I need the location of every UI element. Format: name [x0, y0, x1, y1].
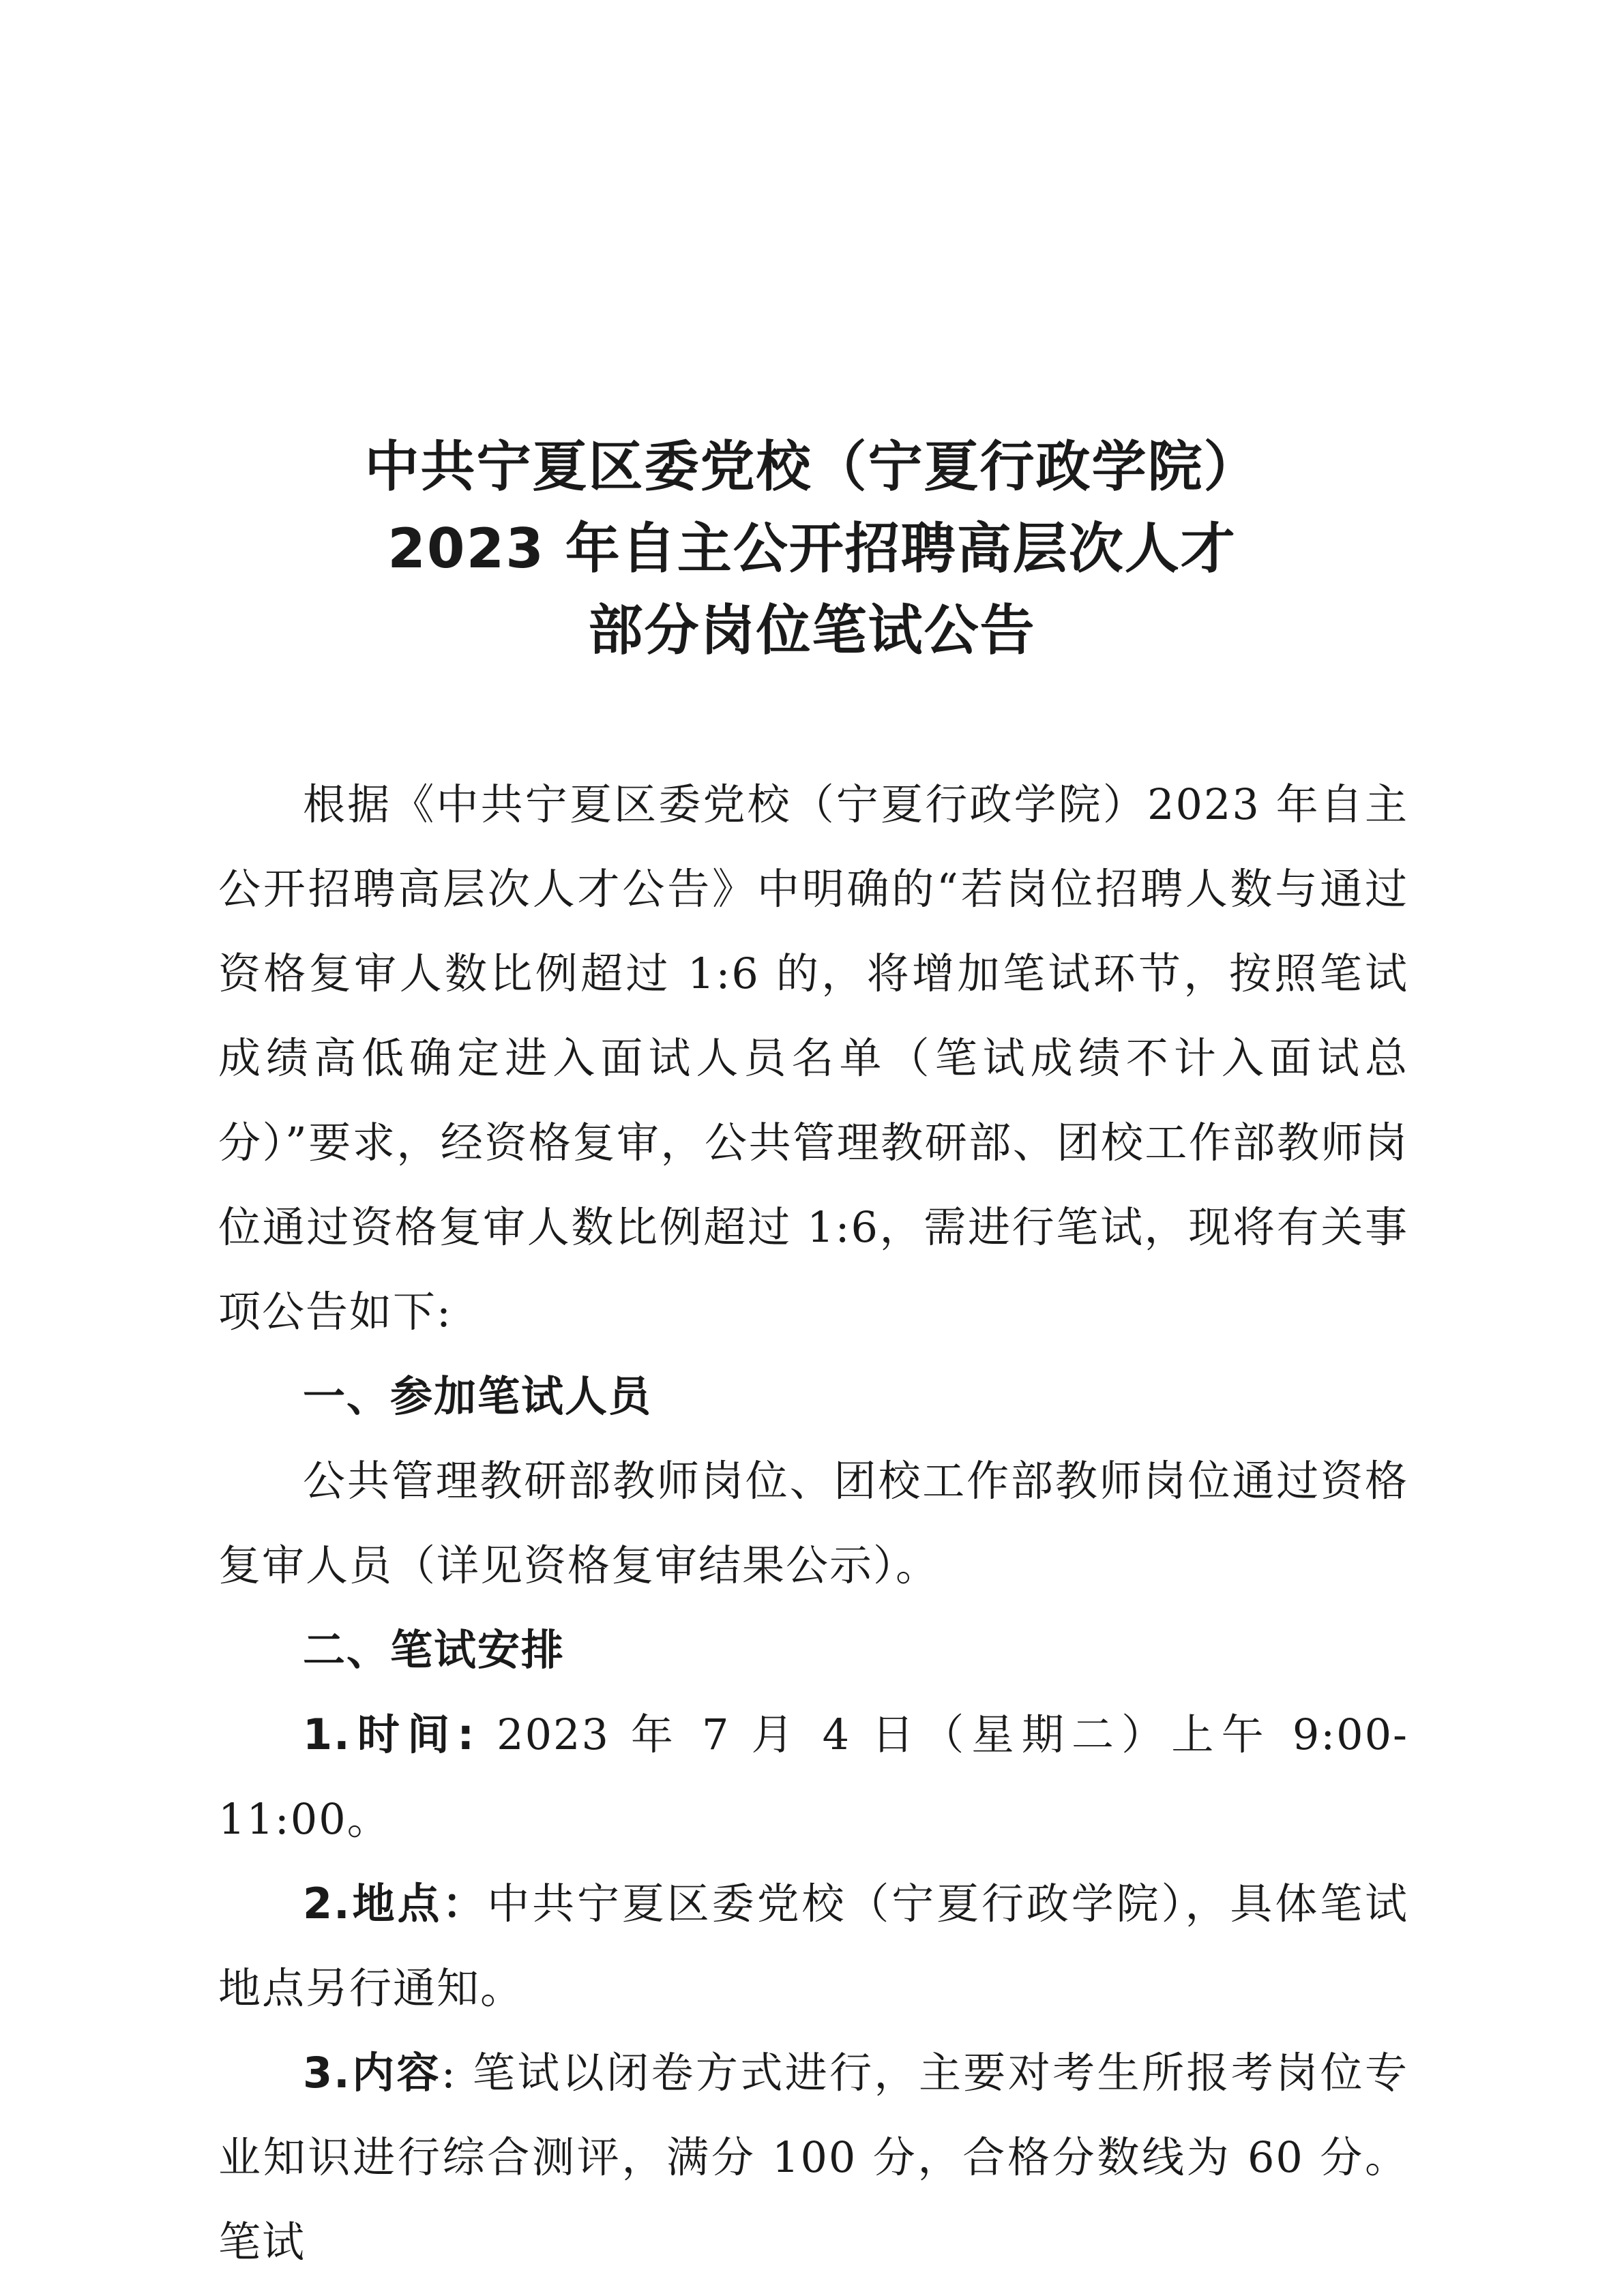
item-content-label: 3.内容 [303, 2048, 441, 2098]
item-content-text: : 笔试以闭卷方式进行，主要对考生所报考岗位专业知识进行综合测评，满分 100 分，合格分数线为 60 分。笔试 [218, 2048, 1408, 2267]
title-line-1: 中共宁夏区委党校（宁夏行政学院） [364, 435, 1260, 498]
item-time [218, 1693, 1408, 1862]
section-heading-arrangement: 二、笔试安排 [303, 1625, 565, 1675]
item-location [218, 1862, 1408, 2031]
participants-paragraph: 公共管理教研部教师岗位、团校工作部教师岗位通过资格复审人员（详见资格复审结果公示）。 [218, 1456, 1408, 1590]
document-body [218, 762, 1408, 2284]
item-time-text: 2023 年 7 月 4 日（星期二）上午 9:00-11:00。 [218, 1710, 1408, 1844]
item-location-text: 中共宁夏区委党校（宁夏行政学院），具体笔试地点另行通知。 [218, 1879, 1408, 2013]
document-title [0, 426, 1624, 672]
section-heading-participants: 一、参加笔试人员 [303, 1371, 653, 1421]
title-line-3: 部分岗位笔试公告 [588, 599, 1036, 662]
item-content [218, 2031, 1408, 2284]
item-location-label: 2.地点： [303, 1879, 488, 1928]
item-time-label: 1.时间: [303, 1710, 476, 1759]
intro-paragraph: 根据《中共宁夏区委党校（宁夏行政学院）2023 年自主公开招聘高层次人才公告》中明确的“若岗位招聘人数与通过资格复审人数比例超过 1:6 的，将增加笔试环节，按照笔试成绩高低确定进入面试人员名单（笔试成绩不计入面试总分）”要求，经资格复审，公共管理教研部、团校工作部教师岗位通过资格复审人数比例超过 1:6，需进行笔试，现将有关事项公告如下: [218, 779, 1408, 1337]
title-line-2: 2023 年自主公开招聘高层次人才 [387, 517, 1237, 580]
